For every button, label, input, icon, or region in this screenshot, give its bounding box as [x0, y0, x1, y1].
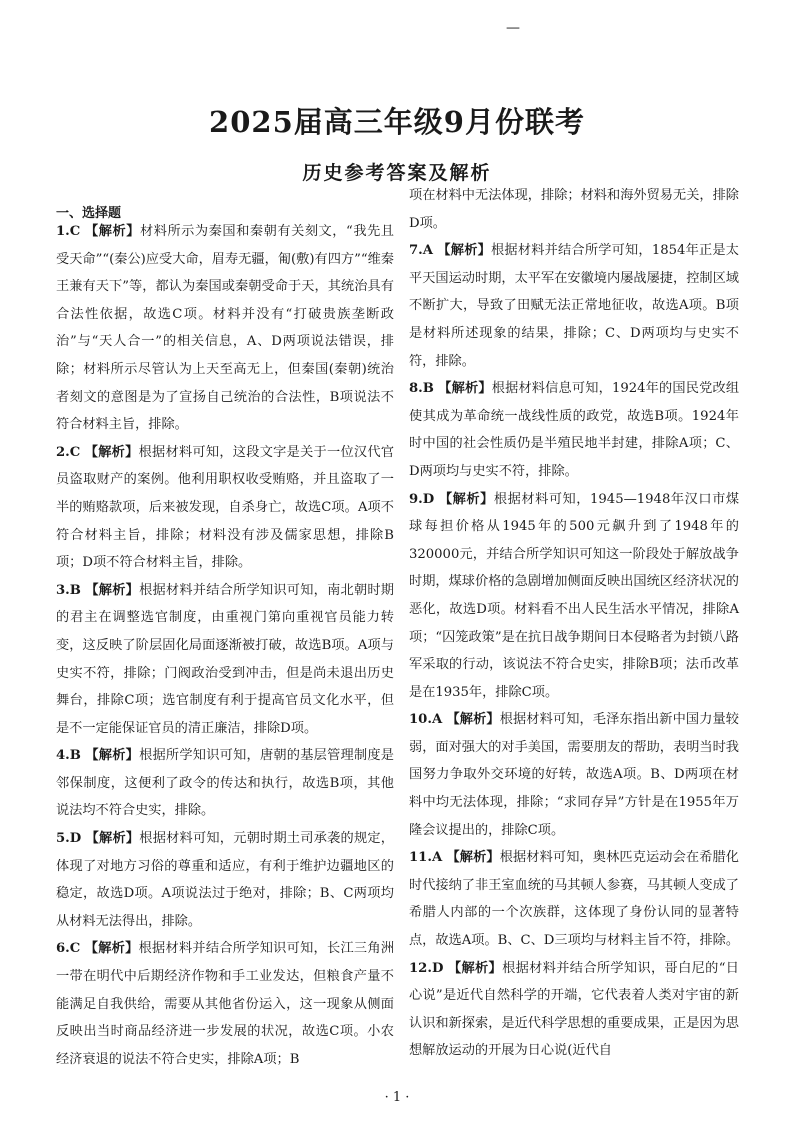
answer-item — [409, 706, 739, 844]
answer-item — [56, 742, 394, 825]
answer-text: 根据材料可知，这段文字是关于一位汉代官员盗取财产的案例。他利用职权收受贿赂，并且盗取了一半的贿赂款项，后来被发现，自杀身亡，故选C项。A项不符合材料主旨，排除；材料没有涉及儒家思想，排除B项；D项不符合材料主旨，排除。 — [56, 444, 395, 571]
section-heading: 一、选择题 — [56, 206, 122, 221]
answer-item — [409, 844, 739, 954]
answer-number: 1.C — [56, 224, 81, 239]
analysis-tag: 【解析】 — [447, 960, 503, 976]
answer-item — [56, 935, 394, 1073]
answer-number: 10.A — [409, 712, 443, 728]
analysis-tag: 【解析】 — [85, 831, 140, 847]
answer-number: 9.D — [409, 491, 435, 507]
answer-text: 根据材料并结合所学知识可知，长江三角洲一带在明代中后期经济作物和手工业发达，但粮食产量不能满足自我供给，需要从其他省份运入，这一现象从侧面反映出当时商品经济进一步发展的状况，故选C项。小农经济衰退的说法不符合史实，排除A项；B — [56, 941, 395, 1067]
left-column — [56, 218, 394, 1073]
answer-number: 4.B — [56, 748, 81, 764]
analysis-tag: 【解析】 — [437, 243, 492, 259]
answer-item — [409, 486, 739, 707]
answer-text: 根据材料可知，元朝时期土司承袭的规定，体现了对地方习俗的尊重和适应，有利于维护边疆地区的稳定，故选D项。A项说法过于绝对，排除；B、C两项均从材料无法得出，排除。 — [56, 831, 394, 929]
answer-number: 12.D — [409, 960, 444, 976]
answer-item — [409, 237, 739, 375]
answer-text: 根据材料并结合所学知识，哥白尼的“日心说”是近代自然科学的开端，它代表着人类对宇宙的新认识和新探索，是近代科学思想的重要成果，正是因为思想解放运动的开展为日心说(近代自 — [409, 960, 739, 1059]
answer-item-continued — [409, 182, 739, 237]
right-column — [409, 182, 739, 1065]
answer-number: 2.C — [56, 444, 81, 460]
answer-text: 根据材料可知，奥林匹克运动会在希腊化时代接纳了非王室血统的马其顿人参赛，马其顿人变成了希腊人内部的一个次族群，这体现了身份认同的显著特点，故选A项。B、C、D三项均与材料主旨不符，排除。 — [409, 850, 740, 949]
analysis-tag: 【解析】 — [84, 941, 139, 957]
answer-item — [409, 955, 739, 1065]
answer-number: 5.D — [56, 831, 82, 847]
analysis-tag: 【解析】 — [438, 491, 494, 507]
answer-item — [56, 577, 394, 743]
answer-text: 材料所示为秦国和秦朝有关刻文，“我先且受天命”“(秦公)应受大命，眉寿无疆，匍(敷)有四方”“维秦王兼有天下”等，都认为秦国或秦朝受命于天，其统治具有合法性依据，故选C项。材料并没有“打破贵族垄断政治”与“天人合一”的相关信息，A、D两项说法错误，排除；材料所示尽管认为上天至高无上，但秦国(秦朝)统治者刻文的意图是为了宣扬自己统治的合法性，B项说法不符合材料主旨，排除。 — [56, 224, 394, 433]
analysis-tag: 【解析】 — [438, 381, 492, 397]
answer-text: 根据所学知识可知，唐朝的基层管理制度是邻保制度，这便利了政令的传达和执行，故选B项，其他说法均不符合史实，排除。 — [56, 748, 394, 819]
answer-number: 8.B — [409, 381, 434, 397]
answer-item — [56, 439, 394, 577]
answer-text: 根据材料可知，毛泽东指出新中国力量较弱，面对强大的对手美国，需要朋友的帮助，表明当时我国努力争取外交环境的好转，故选A项。B、D两项在材料中均无法体现，排除；“求同存异”方针是在1955年万隆会议提出的，排除C项。 — [409, 712, 739, 838]
answer-text: 根据材料并结合所学可知，1854年正是太平天国运动时期，太平军在安徽境内屡战屡捷，控制区域不断扩大，导致了田赋无法正常地征收，故选A项。B项是材料所述现象的结果，排除；C、D两项均与史实不符，排除。 — [409, 243, 739, 369]
analysis-tag: 【解析】 — [85, 748, 140, 764]
page-subtitle: 历史参考答案及解析 — [302, 162, 492, 184]
answer-text: 根据材料信息可知，1924年的国民党改组使其成为革命统一战线性质的政党，故选B项。1924年时中国的社会性质仍是半殖民地半封建，排除A项；C、D两项均与史实不符，排除。 — [409, 381, 740, 479]
answer-item — [56, 218, 394, 439]
answer-number: 6.C — [56, 941, 81, 957]
analysis-tag: 【解析】 — [446, 712, 500, 728]
answer-item — [56, 825, 394, 935]
answer-number: 11.A — [409, 850, 443, 866]
answer-text: 根据材料可知，1945—1948年汉口市煤球每担价格从1945年的500元飙升到了1948年的320000元，并结合所学知识可知这一阶段处于解放战争时期，煤球价格的急剧增加侧面反映出国统区经济状况的恶化，故选D项。材料看不出人民生活水平情况，排除A项；“囚笼政策”是在抗日战争期间日本侵略者为封锁八路军采取的行动，该说法不符合史实，排除B项；法币改革是在1935年，排除C项。 — [409, 491, 740, 700]
answer-number: 3.B — [56, 582, 81, 598]
top-mark: — — [506, 20, 520, 36]
answer-number: 7.A — [409, 243, 433, 259]
answer-text: 根据材料并结合所学知识可知，南北朝时期的君主在调整选官制度，由重视门第向重视官员能力转变，这反映了阶层固化局面逐渐被打破，故选B项。A项与史实不符，排除；门阀政治受到冲击，但是尚未退出历史舞台，排除C项；选官制度有利于提高官员文化水平，但是不一定能保证官员的清正廉洁，排除D项。 — [56, 582, 394, 736]
page-title: 2025届高三年级9月份联考 — [209, 105, 585, 139]
page-number: · 1 · — [384, 1090, 410, 1105]
analysis-tag: 【解析】 — [85, 582, 140, 598]
analysis-tag: 【解析】 — [85, 224, 140, 239]
analysis-tag: 【解析】 — [446, 850, 500, 866]
answer-item — [409, 375, 739, 485]
answer-text: 项在材料中无法体现，排除；材料和海外贸易无关，排除D项。 — [409, 188, 739, 231]
analysis-tag: 【解析】 — [84, 444, 139, 460]
